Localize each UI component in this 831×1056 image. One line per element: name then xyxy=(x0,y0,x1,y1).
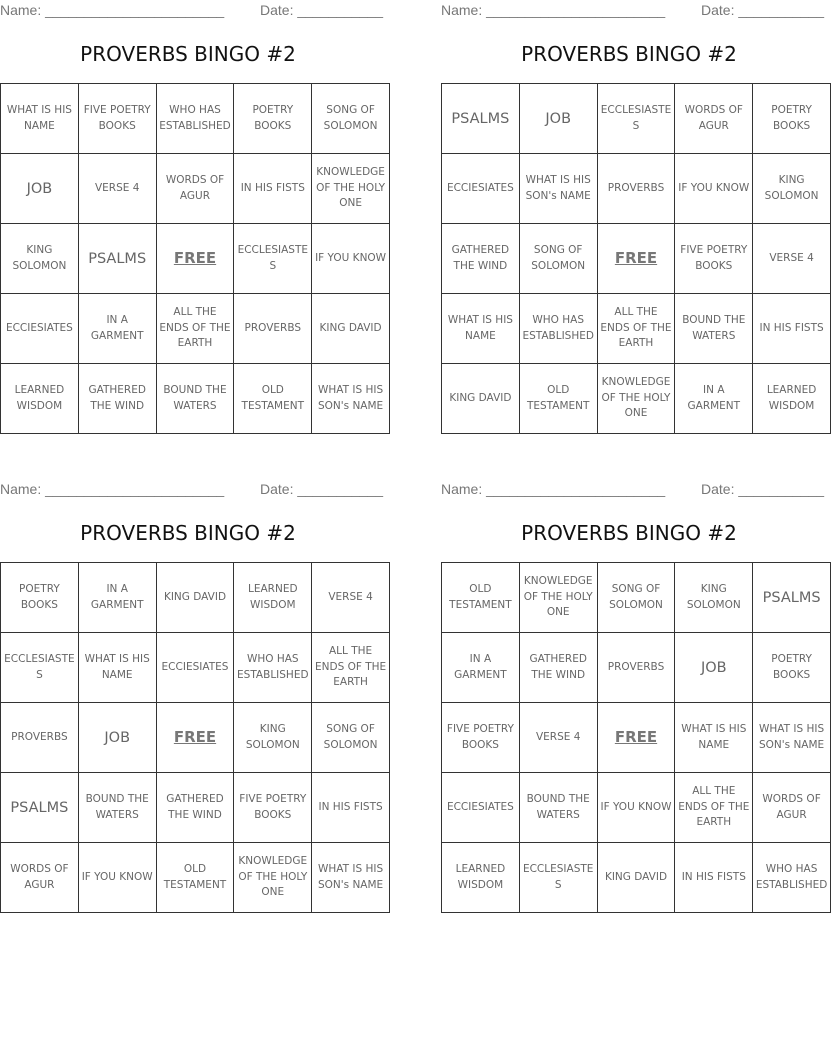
bingo-cell: PROVERBS xyxy=(1,703,79,773)
bingo-cell: PSALMS xyxy=(753,563,831,633)
bingo-grid xyxy=(441,83,831,434)
free-space-cell: FREE xyxy=(156,703,234,773)
bingo-cell: IN A GARMENT xyxy=(78,294,156,364)
bingo-cell: LEARNED WISDOM xyxy=(442,843,520,913)
bingo-cell: KING DAVID xyxy=(312,294,390,364)
bingo-cell: ALL THE ENDS OF THE EARTH xyxy=(675,773,753,843)
bingo-cell: LEARNED WISDOM xyxy=(753,364,831,434)
date-field-label: Date: ___________ xyxy=(701,2,824,18)
free-space-cell: FREE xyxy=(156,224,234,294)
bingo-row xyxy=(442,773,831,843)
bingo-cell: IN A GARMENT xyxy=(78,563,156,633)
bingo-cell: FIVE POETRY BOOKS xyxy=(78,84,156,154)
bingo-cell: BOUND THE WATERS xyxy=(78,773,156,843)
bingo-cell: ECCIESIATES xyxy=(156,633,234,703)
bingo-cell: WORDS OF AGUR xyxy=(1,843,79,913)
bingo-cell: FIVE POETRY BOOKS xyxy=(234,773,312,843)
bingo-cell: ECCIESIATES xyxy=(1,294,79,364)
bingo-cell: JOB xyxy=(519,84,597,154)
bingo-cell: ECCLESIASTES xyxy=(597,84,675,154)
card-title: PROVERBS BINGO #2 xyxy=(521,42,737,66)
bingo-cell: WHAT IS HIS SON's NAME xyxy=(519,154,597,224)
card-title: PROVERBS BINGO #2 xyxy=(80,42,296,66)
bingo-cell: IF YOU KNOW xyxy=(312,224,390,294)
bingo-cell: JOB xyxy=(675,633,753,703)
bingo-cell: PROVERBS xyxy=(597,154,675,224)
bingo-row xyxy=(442,843,831,913)
bingo-cell: WORDS OF AGUR xyxy=(156,154,234,224)
bingo-row xyxy=(1,84,390,154)
bingo-cell: ECCIESIATES xyxy=(442,773,520,843)
bingo-cell: WHAT IS HIS NAME xyxy=(442,294,520,364)
bingo-cell: FIVE POETRY BOOKS xyxy=(442,703,520,773)
bingo-cell: KING DAVID xyxy=(442,364,520,434)
free-space-cell: FREE xyxy=(597,224,675,294)
bingo-cell: LEARNED WISDOM xyxy=(234,563,312,633)
bingo-row xyxy=(442,84,831,154)
bingo-cell: ECCIESIATES xyxy=(442,154,520,224)
bingo-row xyxy=(1,703,390,773)
bingo-cell: KNOWLEDGE OF THE HOLY ONE xyxy=(519,563,597,633)
bingo-cell: KING SOLOMON xyxy=(753,154,831,224)
bingo-cell: VERSE 4 xyxy=(78,154,156,224)
bingo-cell: KNOWLEDGE OF THE HOLY ONE xyxy=(234,843,312,913)
bingo-row xyxy=(442,224,831,294)
bingo-cell: FIVE POETRY BOOKS xyxy=(675,224,753,294)
bingo-cell: GATHERED THE WIND xyxy=(519,633,597,703)
bingo-row xyxy=(442,563,831,633)
bingo-cell: WHAT IS HIS NAME xyxy=(675,703,753,773)
bingo-cell: PSALMS xyxy=(78,224,156,294)
bingo-cell: IN HIS FISTS xyxy=(234,154,312,224)
date-field-label: Date: ___________ xyxy=(260,2,383,18)
bingo-cell: IN A GARMENT xyxy=(675,364,753,434)
bingo-cell: LEARNED WISDOM xyxy=(1,364,79,434)
bingo-cell: JOB xyxy=(1,154,79,224)
bingo-row xyxy=(1,843,390,913)
bingo-cell: POETRY BOOKS xyxy=(753,84,831,154)
bingo-cell: GATHERED THE WIND xyxy=(78,364,156,434)
name-field-label: Name: _______________________ xyxy=(0,2,225,18)
bingo-cell: VERSE 4 xyxy=(312,563,390,633)
bingo-cell: IF YOU KNOW xyxy=(597,773,675,843)
name-field-label: Name: _______________________ xyxy=(441,481,666,497)
bingo-cell: BOUND THE WATERS xyxy=(519,773,597,843)
bingo-row xyxy=(442,294,831,364)
bingo-cell: WORDS OF AGUR xyxy=(675,84,753,154)
bingo-cell: WHO HAS ESTABLISHED xyxy=(519,294,597,364)
bingo-cell: PSALMS xyxy=(442,84,520,154)
bingo-cell: ALL THE ENDS OF THE EARTH xyxy=(597,294,675,364)
bingo-cell: WHAT IS HIS SON's NAME xyxy=(753,703,831,773)
bingo-cell: WORDS OF AGUR xyxy=(753,773,831,843)
bingo-cell: ECCLESIASTES xyxy=(234,224,312,294)
bingo-cell: KNOWLEDGE OF THE HOLY ONE xyxy=(597,364,675,434)
bingo-cell: SONG OF SOLOMON xyxy=(519,224,597,294)
bingo-cell: IN HIS FISTS xyxy=(675,843,753,913)
bingo-row xyxy=(1,563,390,633)
bingo-row xyxy=(1,294,390,364)
card-title: PROVERBS BINGO #2 xyxy=(80,521,296,545)
bingo-row xyxy=(442,633,831,703)
bingo-grid xyxy=(0,562,390,913)
bingo-cell: POETRY BOOKS xyxy=(753,633,831,703)
bingo-cell: OLD TESTAMENT xyxy=(519,364,597,434)
bingo-cell: WHO HAS ESTABLISHED xyxy=(753,843,831,913)
bingo-cell: WHAT IS HIS NAME xyxy=(1,84,79,154)
bingo-cell: JOB xyxy=(78,703,156,773)
bingo-cell: PROVERBS xyxy=(597,633,675,703)
bingo-cell: IF YOU KNOW xyxy=(78,843,156,913)
bingo-cell: WHAT IS HIS SON's NAME xyxy=(312,843,390,913)
bingo-cell: KNOWLEDGE OF THE HOLY ONE xyxy=(312,154,390,224)
bingo-cell: PROVERBS xyxy=(234,294,312,364)
bingo-cell: IN HIS FISTS xyxy=(312,773,390,843)
bingo-row xyxy=(1,154,390,224)
bingo-row xyxy=(442,364,831,434)
date-field-label: Date: ___________ xyxy=(260,481,383,497)
bingo-cell: KING SOLOMON xyxy=(234,703,312,773)
bingo-cell: OLD TESTAMENT xyxy=(156,843,234,913)
bingo-cell: IF YOU KNOW xyxy=(675,154,753,224)
bingo-cell: POETRY BOOKS xyxy=(234,84,312,154)
free-space-cell: FREE xyxy=(597,703,675,773)
bingo-row xyxy=(442,154,831,224)
bingo-cell: ALL THE ENDS OF THE EARTH xyxy=(156,294,234,364)
bingo-cell: KING SOLOMON xyxy=(675,563,753,633)
bingo-cell: WHAT IS HIS SON's NAME xyxy=(312,364,390,434)
name-field-label: Name: _______________________ xyxy=(441,2,666,18)
date-field-label: Date: ___________ xyxy=(701,481,824,497)
bingo-cell: KING DAVID xyxy=(597,843,675,913)
bingo-row xyxy=(1,224,390,294)
bingo-cell: BOUND THE WATERS xyxy=(675,294,753,364)
bingo-row xyxy=(1,633,390,703)
bingo-cell: ECCLESIASTES xyxy=(1,633,79,703)
bingo-row xyxy=(1,364,390,434)
bingo-cell: BOUND THE WATERS xyxy=(156,364,234,434)
bingo-row xyxy=(1,773,390,843)
bingo-cell: ALL THE ENDS OF THE EARTH xyxy=(312,633,390,703)
bingo-grid xyxy=(0,83,390,434)
bingo-cell: VERSE 4 xyxy=(753,224,831,294)
bingo-cell: POETRY BOOKS xyxy=(1,563,79,633)
bingo-cell: OLD TESTAMENT xyxy=(442,563,520,633)
bingo-cell: PSALMS xyxy=(1,773,79,843)
bingo-cell: KING DAVID xyxy=(156,563,234,633)
bingo-cell: GATHERED THE WIND xyxy=(442,224,520,294)
bingo-cell: ECCLESIASTES xyxy=(519,843,597,913)
bingo-grid xyxy=(441,562,831,913)
card-title: PROVERBS BINGO #2 xyxy=(521,521,737,545)
bingo-cell: KING SOLOMON xyxy=(1,224,79,294)
bingo-cell: SONG OF SOLOMON xyxy=(312,703,390,773)
bingo-cell: WHO HAS ESTABLISHED xyxy=(156,84,234,154)
bingo-cell: GATHERED THE WIND xyxy=(156,773,234,843)
bingo-cell: SONG OF SOLOMON xyxy=(312,84,390,154)
bingo-cell: WHO HAS ESTABLISHED xyxy=(234,633,312,703)
bingo-cell: IN A GARMENT xyxy=(442,633,520,703)
bingo-cell: OLD TESTAMENT xyxy=(234,364,312,434)
bingo-cell: VERSE 4 xyxy=(519,703,597,773)
bingo-cell: IN HIS FISTS xyxy=(753,294,831,364)
bingo-cell: SONG OF SOLOMON xyxy=(597,563,675,633)
name-field-label: Name: _______________________ xyxy=(0,481,225,497)
bingo-cell: WHAT IS HIS NAME xyxy=(78,633,156,703)
bingo-row xyxy=(442,703,831,773)
